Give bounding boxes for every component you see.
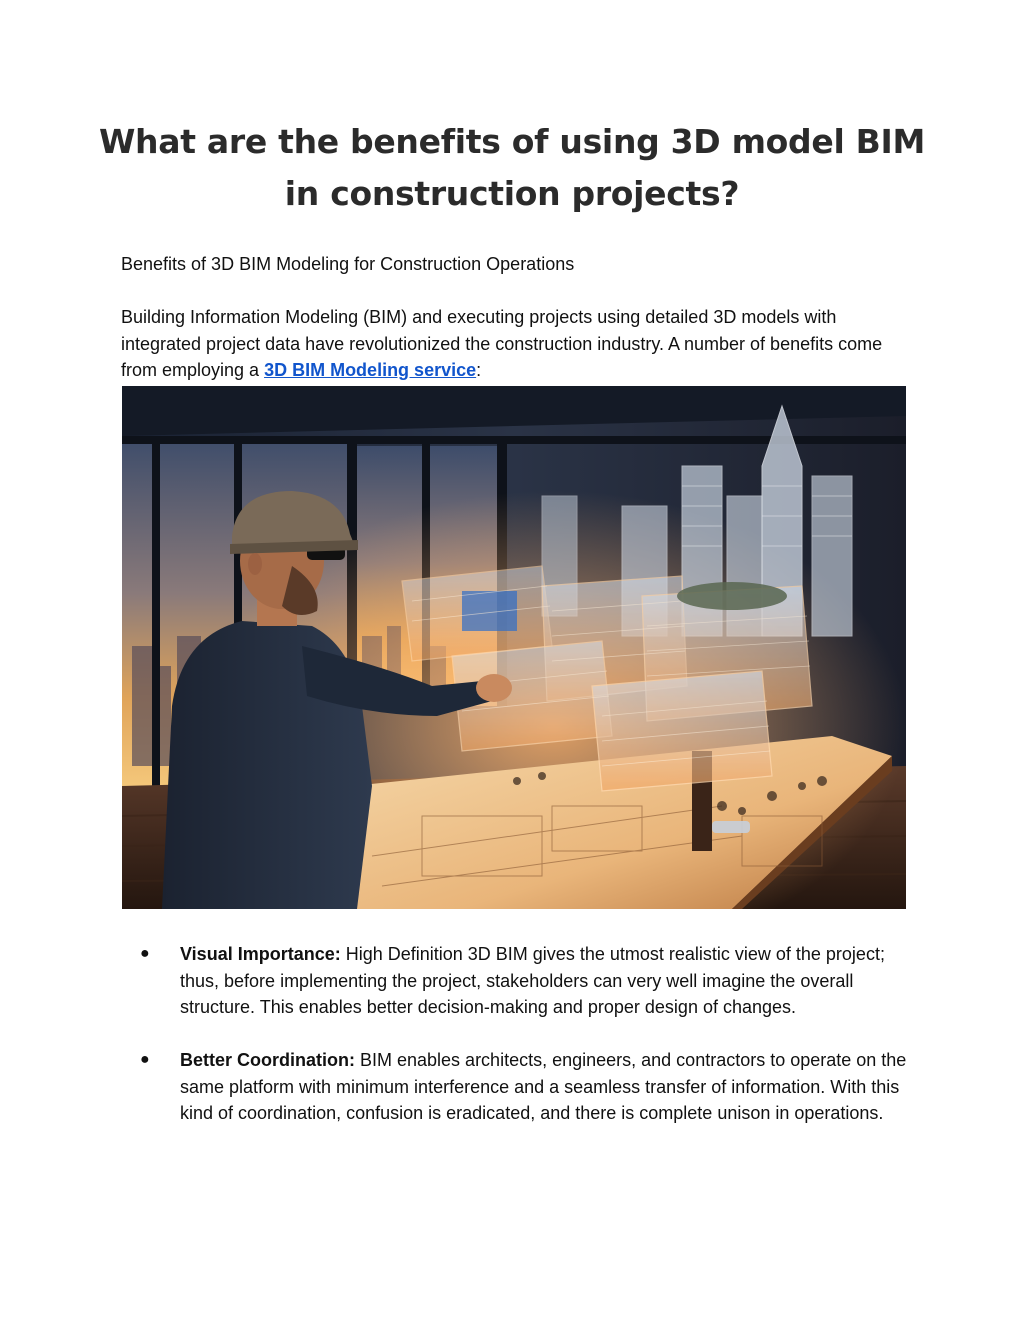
- bullet-icon: ●: [140, 945, 150, 962]
- list-item: [121, 1047, 911, 1127]
- list-item: [121, 941, 911, 1021]
- intro-text: Building Information Modeling (BIM) and executing projects using detailed 3D models with integrated project data have revolutionized the construction industry. A number of benefits come from employing a: [121, 307, 883, 380]
- bullet-text: BIM enables architects, engineers, and contractors to operate on the same platform with minimum interference and a seamless transfer of information. With this kind of coordination, confusion is eradicated, and there is complete unison in operations.: [180, 1050, 907, 1123]
- bim-service-link[interactable]: 3D BIM Modeling service: [264, 360, 477, 380]
- bullet-text: High Definition 3D BIM gives the utmost realistic view of the project; thus, before implementing the project, stakeholders can very well imagine the overall structure. This enables better decision-making and proper design of changes.: [180, 944, 885, 1017]
- intro-paragraph: [121, 304, 911, 384]
- bullet-icon: ●: [140, 1051, 150, 1068]
- bim-hologram-illustration: [122, 386, 906, 909]
- bullet-title: Visual Importance:: [180, 944, 341, 964]
- section-subtitle: Benefits of 3D BIM Modeling for Construction Operations: [121, 254, 575, 274]
- benefits-list: [121, 941, 911, 1153]
- bullet-title: Better Coordination:: [180, 1050, 355, 1070]
- hero-image: [122, 386, 906, 909]
- page-title: What are the benefits of using 3D model BIM in construction projects?: [98, 122, 926, 213]
- intro-suffix: :: [476, 360, 482, 380]
